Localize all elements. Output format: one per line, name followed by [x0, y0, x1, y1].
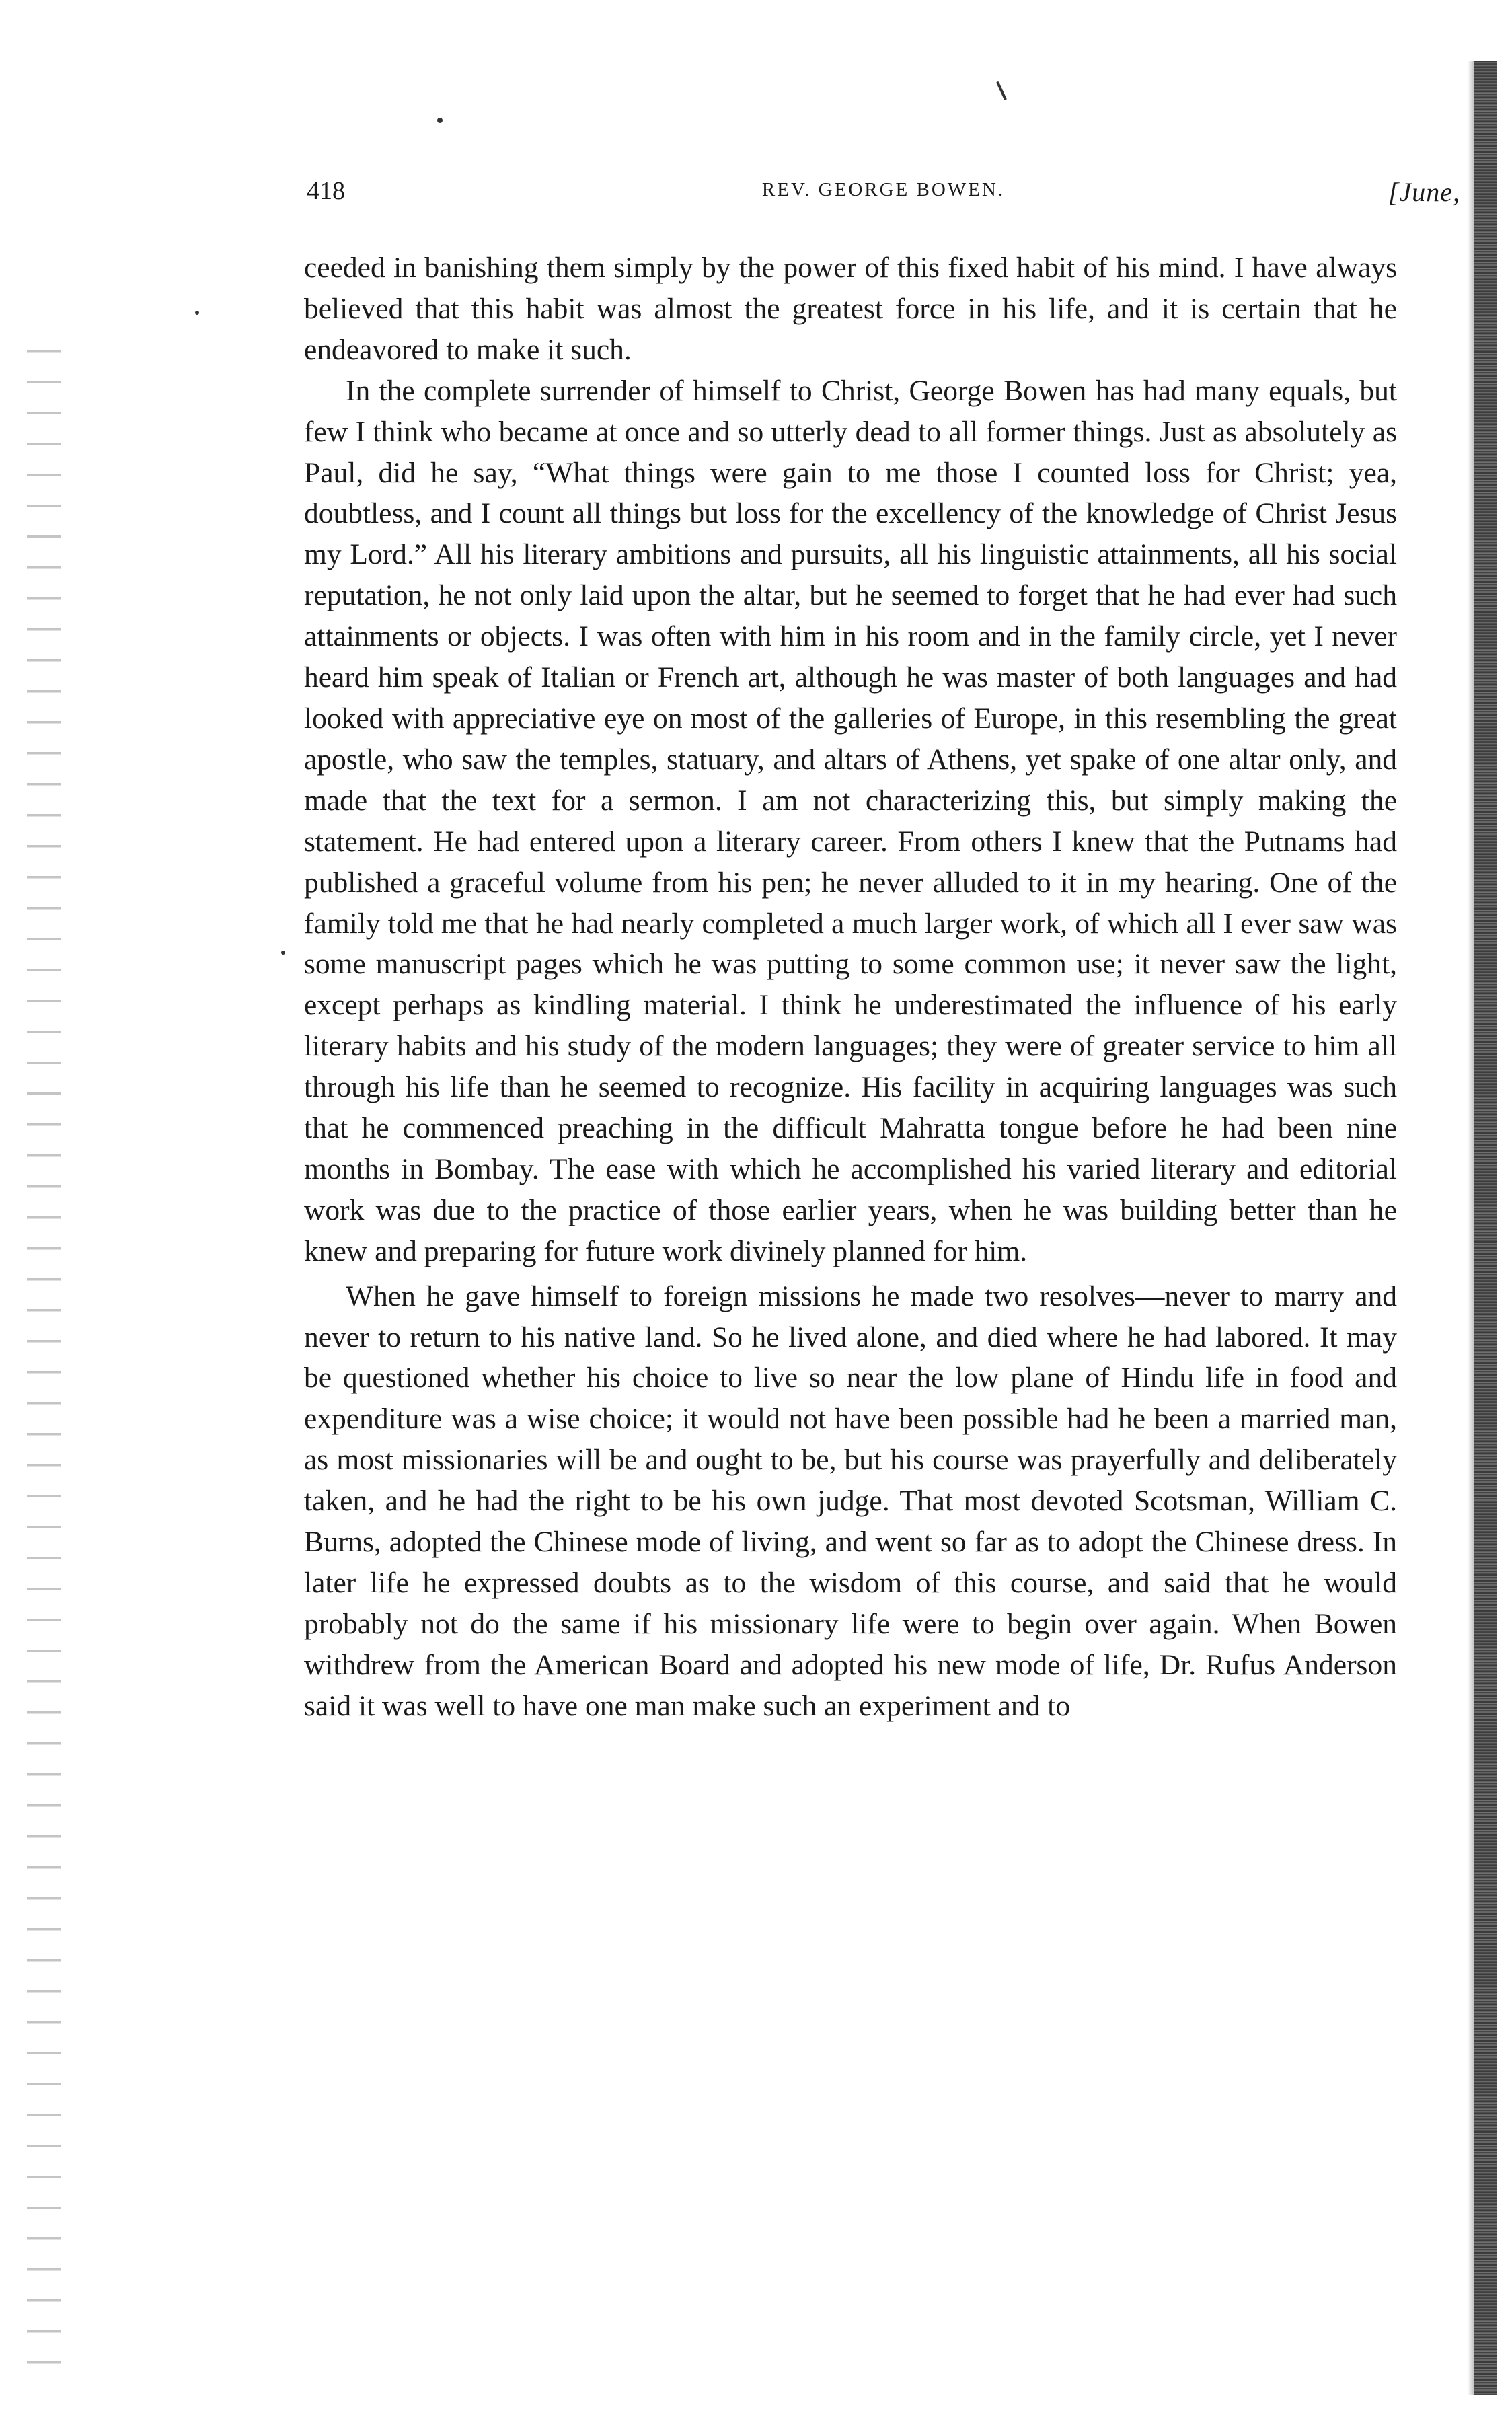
paragraph: ceeded in banishing them simply by the power of this fixed habit of his mind. I have always believed that this habit was almost the greatest force in his life, and it is certain that he endeavored to make it such.	[304, 252, 1397, 366]
scan-speck	[281, 951, 285, 955]
page-binding-edge	[1474, 61, 1497, 2395]
running-month: [June,	[1388, 177, 1460, 207]
paragraph: In the complete surrender of himself to Christ, George Bowen has had many equals, but few I think who became at once and so utterly dead to all former things. Just as absolutely as Paul, did he say, “What things were gain to me those I counted loss for Christ; yea, doubtless, and I count all things but loss for the excellency of the knowledge of Christ Jesus my Lord.” All his literary ambitions and pursuits, all his linguistic attainments, all his social reputation, he not only laid upon the altar, but he seemed to forget that he had ever had such attainments or objects. I was often with him in his room and in the family circle, yet I never heard him speak of Italian or French art, although he was master of both languages and had looked with appreciative eye on most of the galleries of Europe, in this resembling the great apostle, who saw the temples, statuary, and altars of Athens, yet spake of one altar only, and made that the text for a sermon. I am not characterizing this, but simply making the statement. He had entered upon a literary career. From others I knew that the Putnams had published a graceful volume from his pen; he never alluded to it in my hearing. One of the family told me that he had nearly completed a much larger work, of which all I ever saw was some manuscript pages which he was putting to some common use; it never saw the light, except perhaps as kindling material. I think he underestimated the influence of his early literary habits and his study of the modern languages; they were of greater service to him all through his life than he seemed to recognize. His facility in acquiring languages was such that he commenced preaching in the difficult Mahratta tongue before he had been nine months in Bombay. The ease with which he accomplished his varied literary and editorial work was due to the practice of those earlier years, when he was building better than he knew and preparing for future work divinely planned for him.	[304, 374, 1397, 1267]
left-margin-bleed-through	[27, 350, 61, 2368]
binding-shadow	[1468, 61, 1474, 2395]
running-header	[307, 176, 1460, 217]
scan-speck	[996, 81, 1007, 101]
paragraph: When he gave himself to foreign missions he made two resolves—never to marry and never to return to his native land. So he lived alone, and died where he had labored. It may be questioned whether his choice to live so near the low plane of Hindu life in food and expenditure was a wise choice; it would not have been possible had he been a married man, as most missionaries will be and ought to be, but his course was prayerfully and deliberately taken, and he had the right to be his own judge. That most devoted Scotsman, William C. Burns, adopted the Chinese mode of living, and went so far as to adopt the Chinese dress. In later life he expressed doubts as to the wisdom of this course, and said that he would probably not do the same if his missionary life were to begin over again. When Bowen withdrew from the American Board and adopted his new mode of life, Dr. Rufus Anderson said it was well to have one man make such an experiment and to	[304, 1280, 1397, 1722]
page-number: 418	[307, 177, 345, 205]
body-text	[304, 248, 1397, 1727]
scan-speck	[195, 311, 199, 315]
running-title: REV. GEORGE BOWEN.	[761, 179, 1006, 200]
scan-speck	[437, 118, 443, 123]
